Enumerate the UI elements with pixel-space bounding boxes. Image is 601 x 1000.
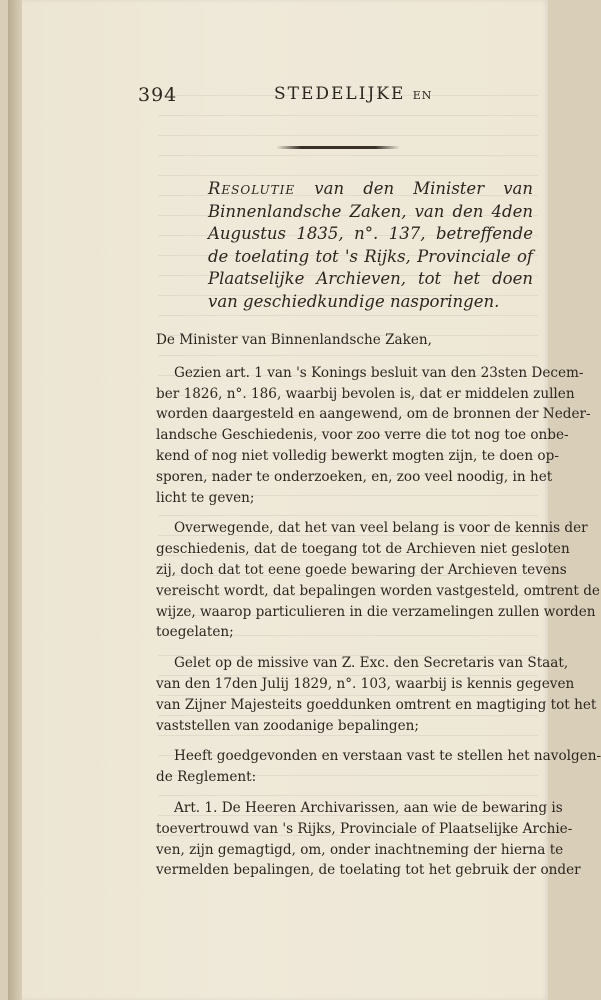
text-line: wijze, waarop particulieren in die verzamelingen zullen worden [156,603,596,620]
book-page [8,0,601,1000]
running-head-small: EN [412,89,433,102]
paragraph-heeft [138,746,601,788]
text-line: vereischt wordt, dat bepalingen worden vastgesteld, omtrent de [156,582,600,599]
running-head-text: STEDELIJKE [274,84,406,104]
text-line: Overwegende, dat het van veel belang is voor de kennis der [174,520,588,537]
resolution-title [208,178,533,313]
text-line: ven, zijn gemagtigd, om, onder inachtneming der hierna te [156,841,564,858]
spine-shadow [8,0,22,1000]
text-line: Art. 1. De Heeren Archivarissen, aan wie de bewaring is [174,799,563,816]
paragraph-gelet [138,653,597,736]
page-header [138,82,518,112]
text-line: toegelaten; [156,624,234,641]
text-line: worden daargesteld en aangewend, om de bronnen der Neder- [156,406,591,423]
text-line: zij, doch dat tot eene goede bewaring der Archieven tevens [156,561,567,578]
text-line: van den 17den Julij 1829, n°. 103, waarbij is kennis gegeven [156,675,575,692]
text-line: geschiedenis, dat de toegang tot de Archieven niet gesloten [156,541,570,558]
text-line: kend of nog niet volledig bewerkt mogten zijn, te doen op- [156,447,559,464]
text-line: Heeft goedgevonden en verstaan vast te stellen het navolgen- [174,748,601,765]
text-line: vaststellen van zoodanige bepalingen; [156,717,419,734]
text-line: Gezien art. 1 van 's Konings besluit van den 23sten Decem- [174,364,584,381]
page-number: 394 [138,84,178,106]
title-lead: Resolutie [208,179,296,198]
text-line: landsche Geschiedenis, voor zoo verre die tot nog toe onbe- [156,427,569,444]
title-rest: van den Minister van Binnenlandsche Zaken, van den 4den Augustus 1835, n°. 137, betreffende de toelating tot 's Rijks, Provinciale of Plaatselijke Archieven, tot het doen van geschiedkundige nasporingen. [208,179,533,311]
text-line: toevertrouwd van 's Rijks, Provinciale of Plaatselijke Archie- [156,820,573,837]
text-line: sporen, nader te onderzoeken, en, zoo veel noodig, in het [156,468,553,485]
text-line: de Reglement: [156,769,257,786]
paragraph-gezien [138,363,591,509]
running-head [274,84,432,104]
text-line: licht te geven; [156,489,255,506]
opening-line: De Minister van Binnenlandsche Zaken, [156,332,432,348]
paragraph-art-1 [138,798,581,881]
text-line: van Zijner Majesteits goeddunken omtrent en magtiging tot het [156,696,597,713]
text-line: vermelden bepalingen, de toelating tot het gebruik der onder [156,862,581,879]
paragraph-overwegende [138,518,600,643]
text-line: Gelet op de missive van Z. Exc. den Secretaris van Staat, [174,655,569,672]
body-text [138,330,601,891]
ornamental-rule [276,146,400,149]
text-line: ber 1826, n°. 186, waarbij bevolen is, dat er middelen zullen [156,385,575,402]
